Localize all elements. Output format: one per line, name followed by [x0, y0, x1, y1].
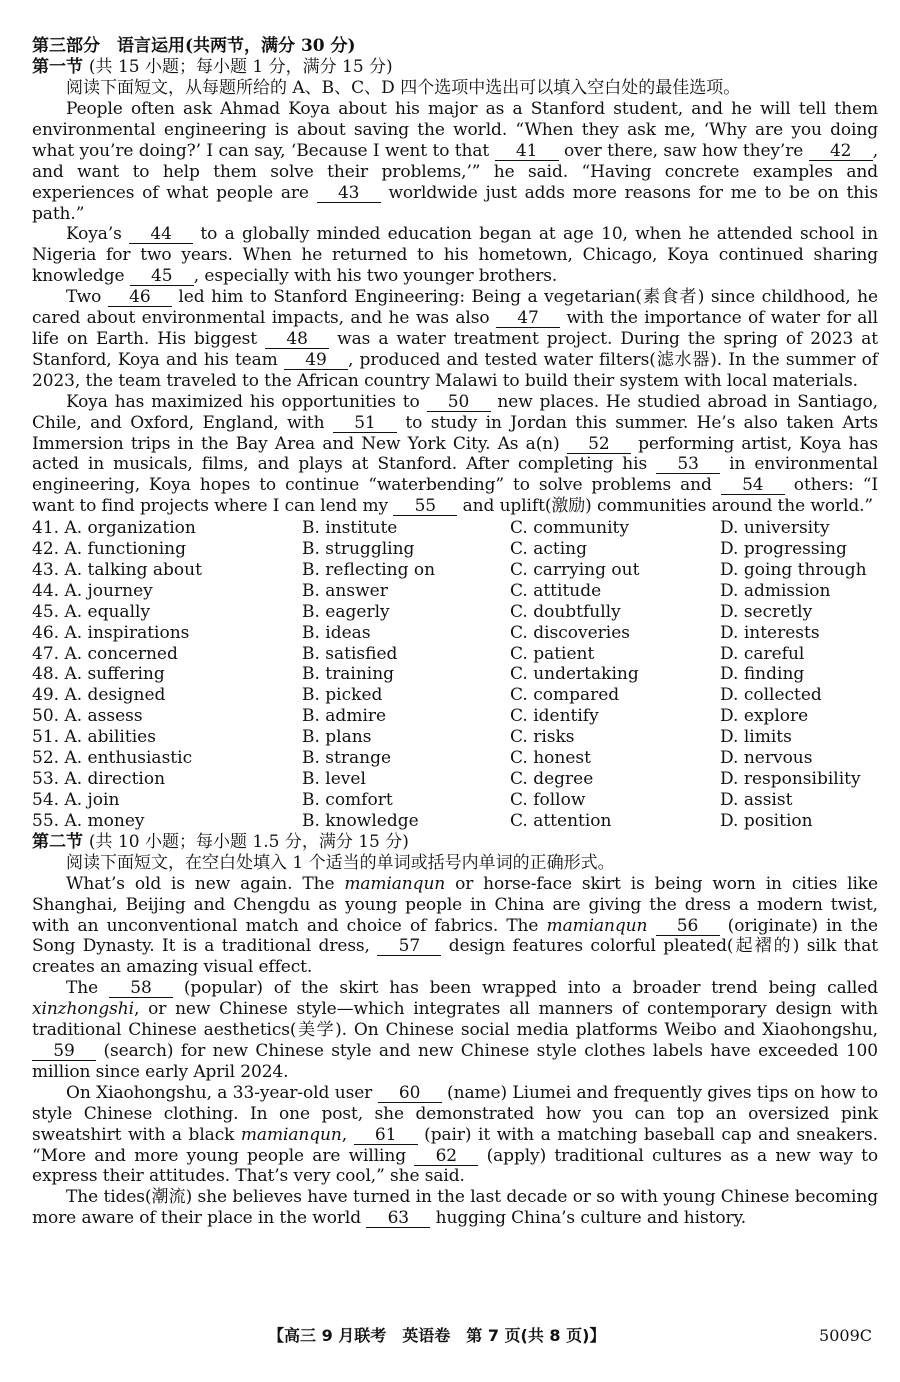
option-c[interactable]: C. risks [510, 727, 575, 748]
text-run: (search) for new Chinese style and new Chinese style clothes labels have exceeded 100 million since early April 2024. [32, 1040, 878, 1082]
option-b[interactable]: B. eagerly [302, 601, 390, 622]
option-b[interactable]: B. answer [302, 580, 388, 601]
option-c[interactable]: C. attitude [510, 580, 602, 601]
blank-56[interactable]: 56 [656, 918, 720, 936]
option-row-48 [32, 664, 878, 685]
passage2-paragraph-4 [32, 1187, 878, 1229]
option-c[interactable]: C. carrying out [510, 559, 640, 580]
blank-52[interactable]: 52 [567, 436, 631, 454]
blank-41[interactable]: 41 [495, 143, 559, 161]
blank-61[interactable]: 61 [354, 1127, 418, 1145]
option-d[interactable]: D. progressing [720, 539, 847, 560]
blank-43[interactable]: 43 [317, 185, 381, 203]
text-run: The [66, 978, 109, 999]
text-run: (originate) in the Song Dynasty. It is a traditional dress, [32, 915, 878, 957]
option-c[interactable]: C. honest [510, 748, 591, 769]
option-d[interactable]: D. collected [720, 685, 822, 706]
text-run: , or new Chinese style—which integrates all manners of contemporary design with traditional Chinese aesthetics(美学). On Chinese social media platforms Weibo and Xiaohongshu, [32, 999, 878, 1041]
option-a[interactable]: A. equally [64, 601, 151, 622]
option-c[interactable]: C. discoveries [510, 622, 631, 643]
text-run: and uplift(激励) communities around the world.” [457, 496, 874, 517]
option-row-47 [32, 644, 878, 665]
option-b[interactable]: B. comfort [302, 789, 393, 810]
option-c[interactable]: C. identify [510, 706, 599, 727]
blank-55[interactable]: 55 [393, 498, 457, 516]
footer-page-info: 【高三 9 月联考 英语卷 第 7 页(共 8 页)】 [268, 1326, 606, 1345]
option-b[interactable]: B. training [302, 664, 395, 685]
passage2-paragraph-1 [32, 874, 878, 979]
question-number: 43. [32, 559, 60, 580]
text-run: new places. He studied abroad in Santiago, Chile, and Oxford, England, with [32, 391, 878, 433]
option-c[interactable]: C. acting [510, 539, 587, 560]
option-row-42 [32, 539, 878, 560]
blank-59[interactable]: 59 [32, 1043, 96, 1061]
question-number: 54. [32, 789, 60, 810]
option-row-51 [32, 727, 878, 748]
italic-term: mamianqun [546, 915, 648, 936]
section2-title: 第二节 [32, 831, 83, 852]
blank-42[interactable]: 42 [809, 143, 873, 161]
text-run: hugging China’s culture and history. [430, 1208, 747, 1229]
section2-instruction: 阅读下面短文，在空白处填入 1 个适当的单词或括号内单词的正确形式。 [66, 852, 615, 873]
option-d[interactable]: D. interests [720, 622, 820, 643]
question-number: 44. [32, 580, 60, 601]
option-b[interactable]: B. ideas [302, 622, 371, 643]
option-row-53 [32, 769, 878, 790]
passage1-paragraph-1 [32, 99, 878, 224]
option-a[interactable]: A. journey [64, 580, 153, 601]
text-run: (apply) traditional cultures as a new way to express their attitudes. That’s very cool,” she said. [32, 1145, 878, 1187]
text-run [647, 916, 655, 936]
option-a[interactable]: A. suffering [64, 664, 165, 685]
option-a[interactable]: A. organization [64, 518, 196, 539]
blank-51[interactable]: 51 [333, 415, 397, 433]
option-row-50 [32, 706, 878, 727]
section2-heading [32, 832, 878, 853]
blank-58[interactable]: 58 [109, 980, 173, 998]
blank-48[interactable]: 48 [265, 331, 329, 349]
option-b[interactable]: B. knowledge [302, 810, 419, 831]
italic-term: mamianqun [344, 873, 446, 894]
text-run: , produced and tested water filters(滤水器). In the summer of 2023, the team traveled to the African country Malawi to build their system with local materials. [32, 349, 878, 391]
option-a[interactable]: A. money [64, 810, 145, 831]
question-number: 50. [32, 706, 60, 727]
option-a[interactable]: A. designed [64, 685, 166, 706]
passage2-paragraph-2 [32, 978, 878, 1083]
blank-53[interactable]: 53 [656, 456, 720, 474]
option-c[interactable]: C. community [510, 518, 629, 539]
blank-57[interactable]: 57 [377, 938, 441, 956]
option-row-44 [32, 581, 878, 602]
question-number: 51. [32, 727, 60, 748]
option-row-52 [32, 748, 878, 769]
text-run: , [341, 1124, 354, 1145]
text-run: in environmental engineering, Koya hopes to continue “waterbending” to solve problems and [32, 454, 878, 496]
question-number: 41. [32, 518, 60, 539]
italic-term: mamianqun [240, 1124, 342, 1145]
option-c[interactable]: C. undertaking [510, 664, 639, 685]
passage1-paragraph-2 [32, 224, 878, 287]
section1-instruction: 阅读下面短文，从每题所给的 A、B、C、D 四个选项中选出可以填入空白处的最佳选项。 [66, 78, 741, 98]
text-run: worldwide just adds more reasons for me to be on this path.” [32, 182, 878, 224]
text-run: (name) Liumei and frequently gives tips on how to style Chinese clothing. In one post, she demonstrated how you can top an oversized pink sweatshirt with a black [32, 1082, 879, 1145]
option-c[interactable]: C. compared [510, 685, 620, 706]
option-a[interactable]: A. concerned [64, 643, 178, 664]
option-d[interactable]: D. university [720, 518, 830, 539]
option-d[interactable]: D. careful [720, 643, 805, 664]
text-run: Two [66, 287, 108, 308]
blank-63[interactable]: 63 [366, 1210, 430, 1228]
option-d[interactable]: D. going through [720, 559, 867, 580]
text-run: People often ask Ahmad Koya about his major as a Stanford student, and he will tell them environmental engineering is about saving the world. “When they ask me, ‘Why are you doing what you’re doing?’ I can say, ‘Because I went to that [32, 99, 878, 161]
passage2-paragraph-3 [32, 1083, 878, 1188]
part3-title: 第三部分 语言运用(共两节，满分 30 分) [32, 36, 356, 56]
option-d[interactable]: D. nervous [720, 748, 813, 769]
text-run: to study in Jordan this summer. He’s also taken Arts Immersion trips in the Bay Area and New York City. As a(n) [32, 412, 879, 454]
option-b[interactable]: B. institute [302, 518, 398, 539]
text-run: over there, saw how they’re [558, 140, 809, 161]
text-run: (popular) of the skirt has been wrapped into a broader trend being called [172, 978, 878, 999]
blank-54[interactable]: 54 [721, 477, 785, 495]
text-run: Koya’s [66, 224, 130, 245]
option-d[interactable]: D. responsibility [720, 769, 861, 789]
option-a[interactable]: A. enthusiastic [64, 748, 193, 769]
blank-60[interactable]: 60 [378, 1085, 442, 1103]
options-list [32, 518, 878, 832]
option-d[interactable]: D. assist [720, 789, 793, 810]
question-number: 42. [32, 539, 60, 560]
option-row-45 [32, 602, 878, 623]
question-number: 53. [32, 769, 60, 789]
text-run: On Xiaohongshu, a 33-year-old user [66, 1082, 378, 1103]
question-number: 49. [32, 685, 60, 706]
text-run: with the importance of water for all life on Earth. His biggest [32, 308, 878, 349]
option-c[interactable]: C. follow [510, 789, 586, 810]
footer-code: 5009C [819, 1326, 872, 1345]
option-d[interactable]: D. admission [720, 580, 831, 601]
question-number: 47. [32, 643, 60, 664]
blank-62[interactable]: 62 [414, 1148, 478, 1166]
text-run: What’s old is new again. The [66, 873, 345, 894]
option-row-46 [32, 623, 878, 644]
option-row-49 [32, 685, 878, 706]
option-b[interactable]: B. struggling [302, 539, 415, 560]
text-run: design features colorful pleated(起褶的) silk that creates an amazing visual effect. [32, 936, 879, 978]
text-run: was a water treatment project. During the spring of 2023 at Stanford, Koya and his team [32, 328, 878, 370]
italic-term: xinzhongshi [32, 999, 134, 1020]
option-c[interactable]: C. doubtfully [510, 601, 621, 622]
option-a[interactable]: A. join [64, 789, 120, 810]
option-c[interactable]: C. patient [510, 643, 595, 664]
option-c[interactable]: C. attention [510, 810, 612, 831]
option-b[interactable]: B. reflecting on [302, 559, 436, 580]
section1-note: (共 15 小题；每小题 1 分，满分 15 分) [88, 57, 393, 77]
option-b[interactable]: B. admire [302, 706, 387, 727]
blank-47[interactable]: 47 [496, 310, 560, 328]
question-number: 46. [32, 622, 60, 643]
section1-title: 第一节 [32, 57, 83, 77]
option-row-55 [32, 811, 878, 832]
section1-heading [32, 57, 878, 78]
option-row-54 [32, 790, 878, 811]
option-c[interactable]: C. degree [510, 769, 594, 789]
option-b[interactable]: B. satisfied [302, 643, 398, 664]
option-b[interactable]: B. level [302, 769, 366, 789]
section2-note: (共 10 小题；每小题 1.5 分，满分 15 分) [88, 831, 409, 852]
text-run: , especially with his two younger brothers. [193, 266, 558, 287]
question-number: 52. [32, 748, 60, 769]
option-a[interactable]: A. functioning [64, 539, 186, 560]
option-d[interactable]: D. finding [720, 664, 805, 685]
option-b[interactable]: B. plans [302, 727, 372, 748]
blank-49[interactable]: 49 [284, 352, 348, 370]
option-d[interactable]: D. position [720, 810, 813, 831]
text-run: Koya has maximized his opportunities to [66, 391, 427, 412]
passage1-paragraph-3 [32, 287, 878, 392]
blank-46[interactable]: 46 [108, 289, 172, 307]
question-number: 48. [32, 664, 60, 685]
text-run: (pair) it with a matching baseball cap and sneakers. “More and more young people are willing [32, 1124, 878, 1166]
option-d[interactable]: D. limits [720, 727, 792, 748]
option-d[interactable]: D. explore [720, 706, 809, 727]
text-run: or horse-face skirt is being worn in cities like Shanghai, Beijing and Chengdu as young people in China are giving the dress a modern twist, with an unconventional match and choice of fabrics. The [32, 873, 878, 936]
option-d[interactable]: D. secretly [720, 601, 813, 622]
text-run: to a globally minded education began at age 10, when he attended school in Nigeria for two years. When he returned to his hometown, Chicago, Koya continued sharing knowledge [32, 224, 878, 287]
text-run: led him to Stanford Engineering: Being a vegetarian(素食者) since childhood, he cared about environmental impacts, and he was also [32, 287, 878, 329]
question-number: 45. [32, 601, 60, 622]
blank-45[interactable]: 45 [130, 268, 194, 286]
option-a[interactable]: A. talking about [64, 559, 202, 580]
option-row-41 [32, 518, 878, 539]
option-a[interactable]: A. inspirations [64, 622, 190, 643]
text-run: , and want to help them solve their problems,’” he said. “Having concrete examples and experiences of what people are [32, 140, 878, 203]
passage1-paragraph-4 [32, 392, 878, 517]
option-a[interactable]: A. abilities [64, 727, 156, 748]
option-a[interactable]: A. assess [64, 706, 143, 727]
text-run: others: “I want to find projects where I can lend my [32, 475, 878, 517]
option-b[interactable]: B. picked [302, 685, 383, 706]
option-row-43 [32, 560, 878, 581]
option-b[interactable]: B. strange [302, 748, 392, 769]
question-number: 55. [32, 810, 60, 831]
text-run: performing artist, Koya has acted in musicals, films, and plays at Stanford. After completing his [32, 433, 878, 475]
text-run: The tides(潮流) she believes have turned in the last decade or so with young Chinese becoming more aware of their place in the world [32, 1187, 878, 1229]
blank-44[interactable]: 44 [129, 226, 193, 244]
option-a[interactable]: A. direction [64, 769, 166, 789]
blank-50[interactable]: 50 [427, 394, 491, 412]
